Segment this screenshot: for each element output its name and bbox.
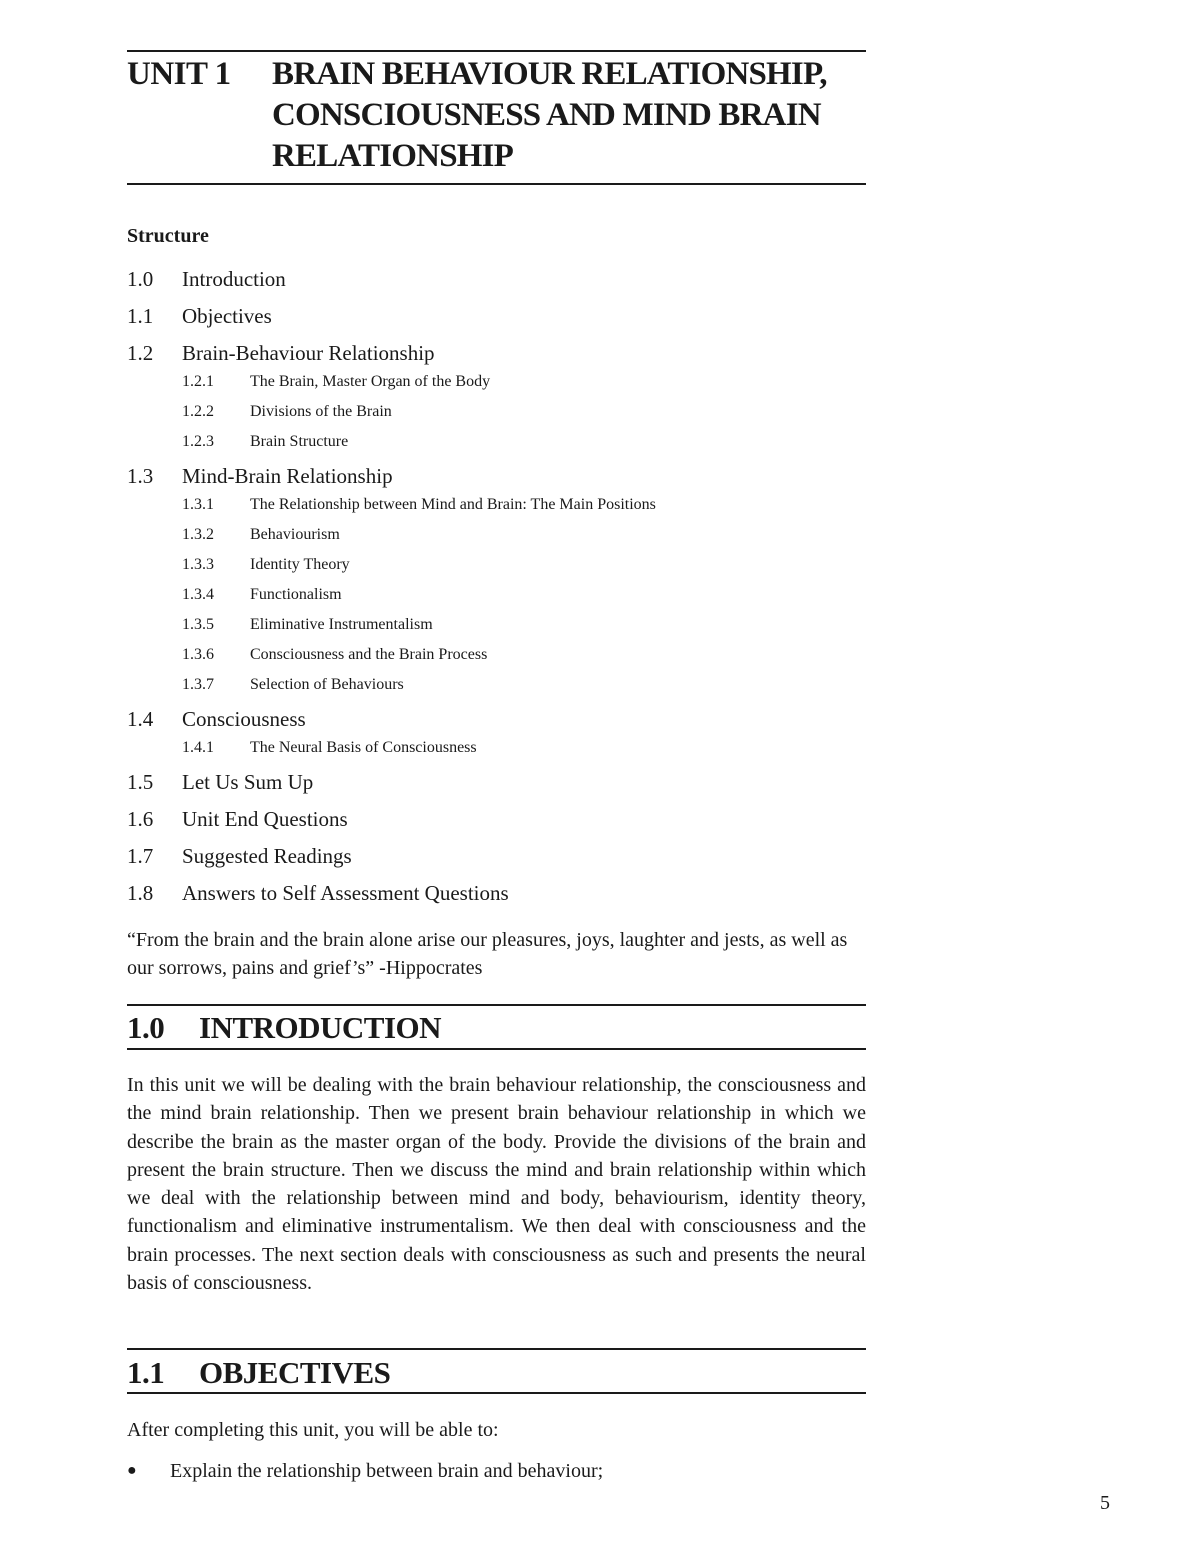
structure-subitem (127, 397, 867, 427)
structure-item-number: 1.3.7 (182, 676, 214, 693)
structure-subitem (127, 427, 867, 457)
structure-item-number: 1.3.5 (182, 616, 214, 633)
bullet-icon: ● (127, 1462, 137, 1479)
structure-item-number: 1.3.3 (182, 556, 214, 573)
structure-item-label: Answers to Self Assessment Questions (182, 881, 509, 905)
section-top-rule (127, 1004, 866, 1006)
structure-item-number: 1.4 (127, 707, 154, 731)
unit-label: UNIT 1 (127, 56, 231, 92)
structure-subitem (127, 640, 867, 670)
structure-subitem (127, 490, 867, 520)
title-bottom-rule (127, 183, 866, 185)
introduction-paragraph: In this unit we will be dealing with the brain behaviour relationship, the consciousness and the mind brain relationship. Then we present brain behaviour relationship in which we describe the brain as the master organ of the body. Provide the divisions of the brain and present the brain structure. Then we discuss the mind and brain relationship within which we deal with the relationship between mind and body, behaviourism, identity theory, functionalism and eliminative instrumentalism. We then deal with consciousness and the brain processes. The next section deals with consciousness as such and presents the neural basis of consciousness. (127, 1074, 866, 1295)
objectives-intro: After completing this unit, you will be able to: (127, 1419, 499, 1441)
top-rule (127, 50, 866, 52)
section-number: 1.1 (127, 1355, 165, 1390)
structure-subitem (127, 610, 867, 640)
structure-item-number: 1.3.4 (182, 586, 214, 603)
structure-item-number: 1.8 (127, 881, 154, 905)
section-title: OBJECTIVES (199, 1355, 391, 1390)
structure-subitem (127, 520, 867, 550)
page-number: 5 (1100, 1492, 1110, 1514)
structure-item-number: 1.3.6 (182, 646, 214, 663)
structure-item-number: 1.4.1 (182, 739, 214, 756)
structure-item-label: Suggested Readings (182, 844, 352, 868)
structure-item-number: 1.1 (127, 304, 154, 328)
section-bottom-rule (127, 1048, 866, 1050)
structure-item-label: The Relationship between Mind and Brain: The Main Positions (250, 496, 656, 513)
structure-item-label: Objectives (182, 304, 272, 328)
objective-text: Explain the relationship between brain and behaviour; (170, 1460, 604, 1482)
structure-item-number: 1.3.1 (182, 496, 214, 513)
section-top-rule (127, 1348, 866, 1350)
unit-title (272, 54, 872, 177)
unit-title-line: BRAIN BEHAVIOUR RELATIONSHIP, (272, 56, 827, 92)
structure-subitem (127, 367, 867, 397)
structure-item-label: Functionalism (250, 586, 342, 603)
hippocrates-quote: “From the brain and the brain alone arise our pleasures, joys, laughter and jests, as well as our sorrows, pains and grief’s” -Hippocrates (127, 929, 848, 979)
structure-item-label: Brain Structure (250, 433, 349, 450)
structure-heading: Structure (127, 225, 209, 247)
structure-item (127, 876, 867, 913)
structure-item-label: Eliminative Instrumentalism (250, 616, 433, 633)
structure-subitem (127, 550, 867, 580)
structure-item-label: Behaviourism (250, 526, 340, 543)
structure-item-label: Identity Theory (250, 556, 350, 573)
structure-item (127, 802, 867, 839)
structure-item-number: 1.6 (127, 807, 154, 831)
structure-item-number: 1.0 (127, 267, 154, 291)
structure-item-label: Mind-Brain Relationship (182, 464, 393, 488)
structure-item-number: 1.3 (127, 464, 154, 488)
section-bottom-rule (127, 1392, 866, 1394)
section-title: INTRODUCTION (199, 1010, 442, 1045)
structure-item-label: Unit End Questions (182, 807, 348, 831)
structure-item-number: 1.2.2 (182, 403, 214, 420)
structure-item-number: 1.5 (127, 770, 154, 794)
structure-item-number: 1.2.1 (182, 373, 214, 390)
structure-item-label: Brain-Behaviour Relationship (182, 341, 435, 365)
structure-item-label: The Brain, Master Organ of the Body (250, 373, 491, 390)
structure-subitem (127, 670, 867, 700)
structure-subitem (127, 733, 867, 763)
section-number: 1.0 (127, 1010, 165, 1045)
structure-subitem (127, 580, 867, 610)
structure-item-number: 1.7 (127, 844, 154, 868)
structure-item-label: The Neural Basis of Consciousness (250, 739, 477, 756)
unit-title-line: RELATIONSHIP (272, 138, 514, 174)
structure-item-label: Divisions of the Brain (250, 403, 392, 420)
structure-item-number: 1.2 (127, 341, 154, 365)
structure-item-label: Consciousness (182, 707, 306, 731)
structure-item-label: Introduction (182, 267, 286, 291)
unit-title-line: CONSCIOUSNESS AND MIND BRAIN (272, 97, 821, 133)
structure-item-number: 1.2.3 (182, 433, 214, 450)
structure-item (127, 262, 867, 299)
structure-item-label: Consciousness and the Brain Process (250, 646, 488, 663)
structure-item-number: 1.3.2 (182, 526, 214, 543)
structure-item (127, 839, 867, 876)
structure-list (127, 262, 867, 913)
structure-item-label: Selection of Behaviours (250, 676, 404, 693)
structure-item (127, 765, 867, 802)
structure-item (127, 299, 867, 336)
structure-item-label: Let Us Sum Up (182, 770, 314, 794)
